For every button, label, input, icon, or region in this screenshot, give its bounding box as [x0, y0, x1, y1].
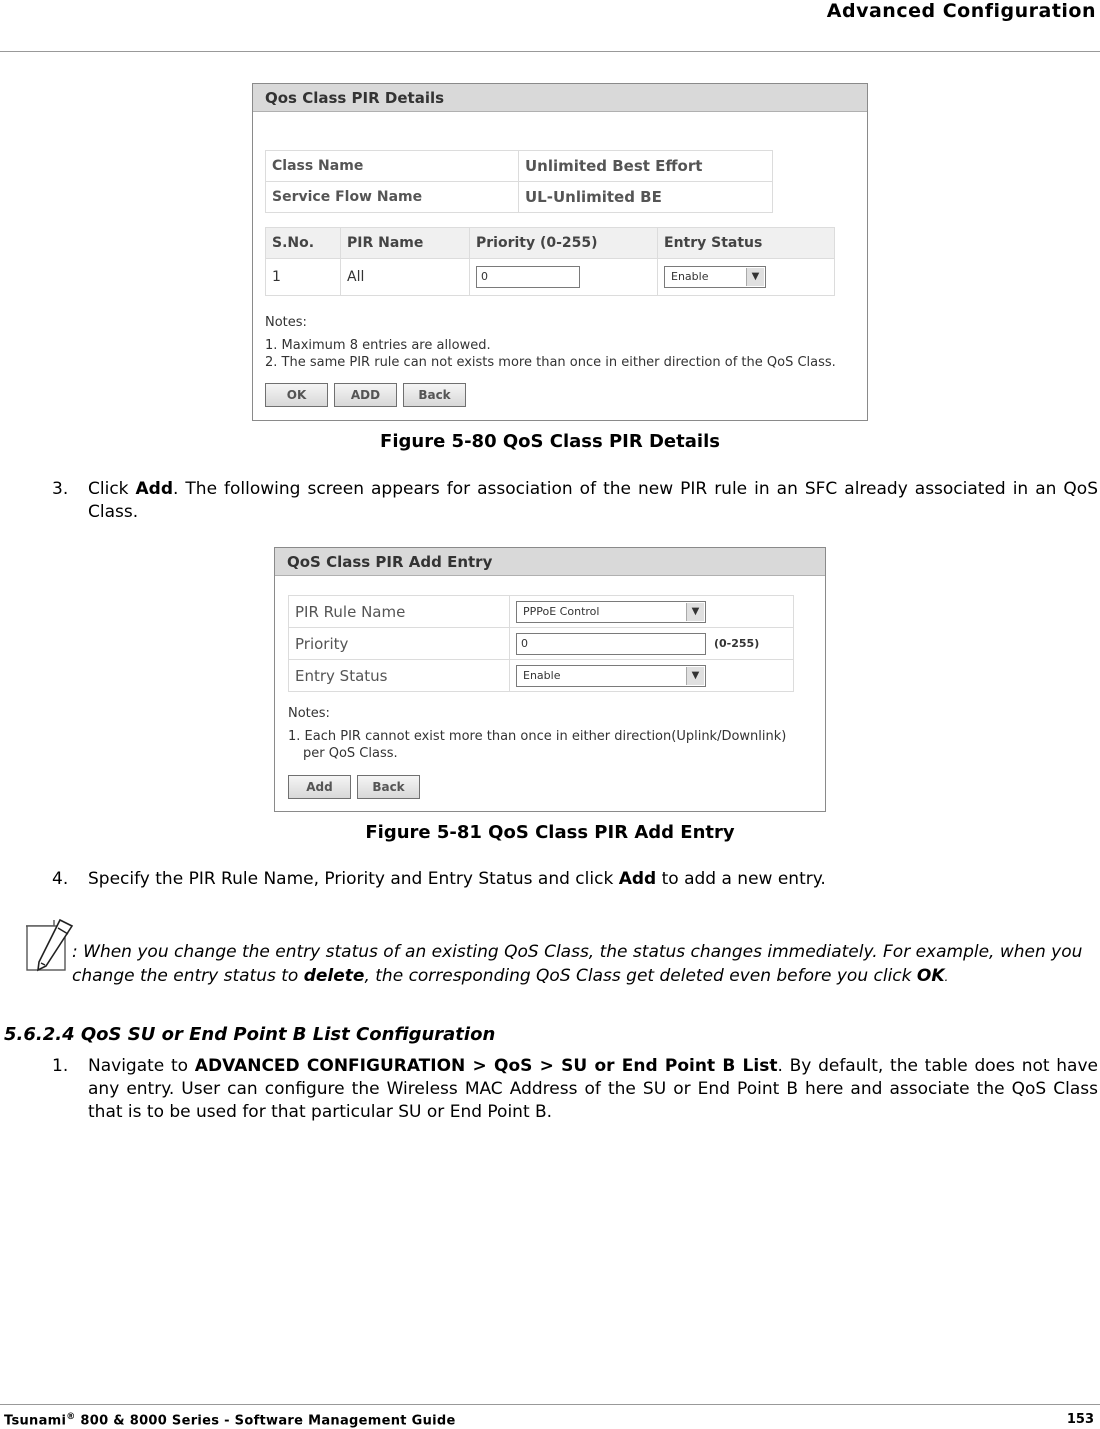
section-heading: 5.6.2.4 QoS SU or End Point B List Configuration [4, 1024, 496, 1045]
service-flow-name-label: Service Flow Name [266, 182, 519, 213]
add-button[interactable]: Add [288, 775, 351, 799]
footer-reg-mark: ® [66, 1412, 76, 1422]
pir-rule-name-select[interactable] [516, 601, 706, 623]
header-rule [0, 51, 1100, 52]
step-4 [0, 868, 1100, 894]
pir-table [265, 227, 835, 296]
step-number: 1. [52, 1056, 69, 1076]
step-text-pre: Navigate to [88, 1056, 195, 1076]
notes-block [265, 314, 836, 371]
note-item: 1. Maximum 8 entries are allowed. [265, 338, 491, 353]
footer-rule [0, 1404, 1100, 1405]
step-text-pre: Specify the PIR Rule Name, Priority and Entry Status and click [88, 869, 619, 889]
service-flow-name-value: UL-Unlimited BE [519, 182, 773, 213]
entry-status-select[interactable] [664, 266, 766, 288]
note-bold-delete: delete [303, 966, 365, 986]
notes-title: Notes: [288, 706, 330, 721]
class-info-table [265, 150, 773, 213]
note-item: 1. Each PIR cannot exist more than once in either direction(Uplink/Downlink) [288, 729, 787, 744]
priority-input[interactable]: 0 [476, 266, 580, 288]
step-1 [0, 1055, 1100, 1127]
footer-product: Tsunami [4, 1413, 67, 1429]
pir-rule-name-value: PPPoE Control [523, 604, 600, 618]
entry-status-value: Enable [523, 668, 561, 682]
entry-status-value: Enable [671, 270, 709, 283]
step-number: 4. [52, 869, 69, 889]
add-entry-form [288, 595, 794, 692]
step-text-post: to add a new entry. [656, 869, 826, 889]
step-text [88, 1055, 1098, 1124]
priority-range-hint: (0-255) [714, 637, 760, 650]
note-bold-ok: OK [916, 966, 945, 986]
col-entry-status: Entry Status [658, 228, 835, 259]
priority-label: Priority [289, 628, 510, 660]
panel-title: QoS Class PIR Add Entry [275, 548, 825, 576]
note-text-2: , the corresponding QoS Class get deleted even before you click [364, 966, 917, 986]
ok-button[interactable]: OK [265, 383, 328, 407]
note-text [72, 940, 1098, 989]
note-text-1: When you change the entry status of an existing QoS Class, the status changes immediately. For example, when you change the entry status to [72, 942, 1083, 986]
back-button[interactable]: Back [403, 383, 466, 407]
row-pir-name: All [341, 259, 470, 296]
step-text-post: . The following screen appears for association of the new PIR rule in an SFC already associated in an QoS Class. [88, 479, 1098, 522]
add-button[interactable]: ADD [334, 383, 397, 407]
back-button[interactable]: Back [357, 775, 420, 799]
note-end: . [944, 970, 949, 984]
entry-status-select[interactable] [516, 665, 706, 687]
step-text-bold: Add [618, 869, 657, 889]
note-prefix: : [72, 942, 84, 962]
step-3 [0, 478, 1100, 528]
footer-title [4, 1412, 456, 1428]
running-header: Advanced Configuration [826, 0, 1096, 22]
priority-input[interactable]: 0 [516, 633, 706, 655]
figure-80-caption: Figure 5-80 QoS Class PIR Details [380, 431, 720, 452]
class-name-label: Class Name [266, 151, 519, 182]
row-sno: 1 [266, 259, 341, 296]
chevron-down-icon: ▼ [686, 667, 704, 685]
panel-title: Qos Class PIR Details [253, 84, 867, 112]
step-text [88, 868, 1098, 891]
pir-rule-name-label: PIR Rule Name [289, 596, 510, 628]
figure-qos-class-pir-details [252, 83, 868, 421]
footer-rest: 800 & 8000 Series - Software Management Guide [75, 1413, 456, 1429]
notes-block [288, 705, 786, 762]
note-item-continued: per QoS Class. [303, 746, 398, 761]
step-text [88, 478, 1098, 524]
figure-81-caption: Figure 5-81 QoS Class PIR Add Entry [365, 822, 735, 843]
note-item: 2. The same PIR rule can not exists more than once in either direction of the QoS Class. [265, 355, 836, 370]
notes-title: Notes: [265, 315, 307, 330]
col-priority: Priority (0-255) [470, 228, 658, 259]
step-text-bold: ADVANCED CONFIGURATION > QoS > SU or End Point B List [194, 1056, 778, 1076]
figure-qos-class-pir-add-entry [274, 547, 826, 812]
step-text-bold: Add [135, 479, 174, 499]
pencil-note-icon [24, 918, 78, 972]
page-number: 153 [1066, 1412, 1094, 1427]
col-sno: S.No. [266, 228, 341, 259]
chevron-down-icon: ▼ [746, 268, 764, 286]
step-text-post: . By default, the table does not have any entry. User can configure the Wireless MAC Address of the SU or End Point B here and associate the QoS Class that is to be used for that particular SU or End Point B. [88, 1056, 1098, 1122]
chevron-down-icon: ▼ [686, 603, 704, 621]
col-pir-name: PIR Name [341, 228, 470, 259]
table-row [266, 259, 835, 296]
step-number: 3. [52, 479, 69, 499]
entry-status-label: Entry Status [289, 660, 510, 692]
step-text-pre: Click [88, 479, 136, 499]
class-name-value: Unlimited Best Effort [519, 151, 773, 182]
